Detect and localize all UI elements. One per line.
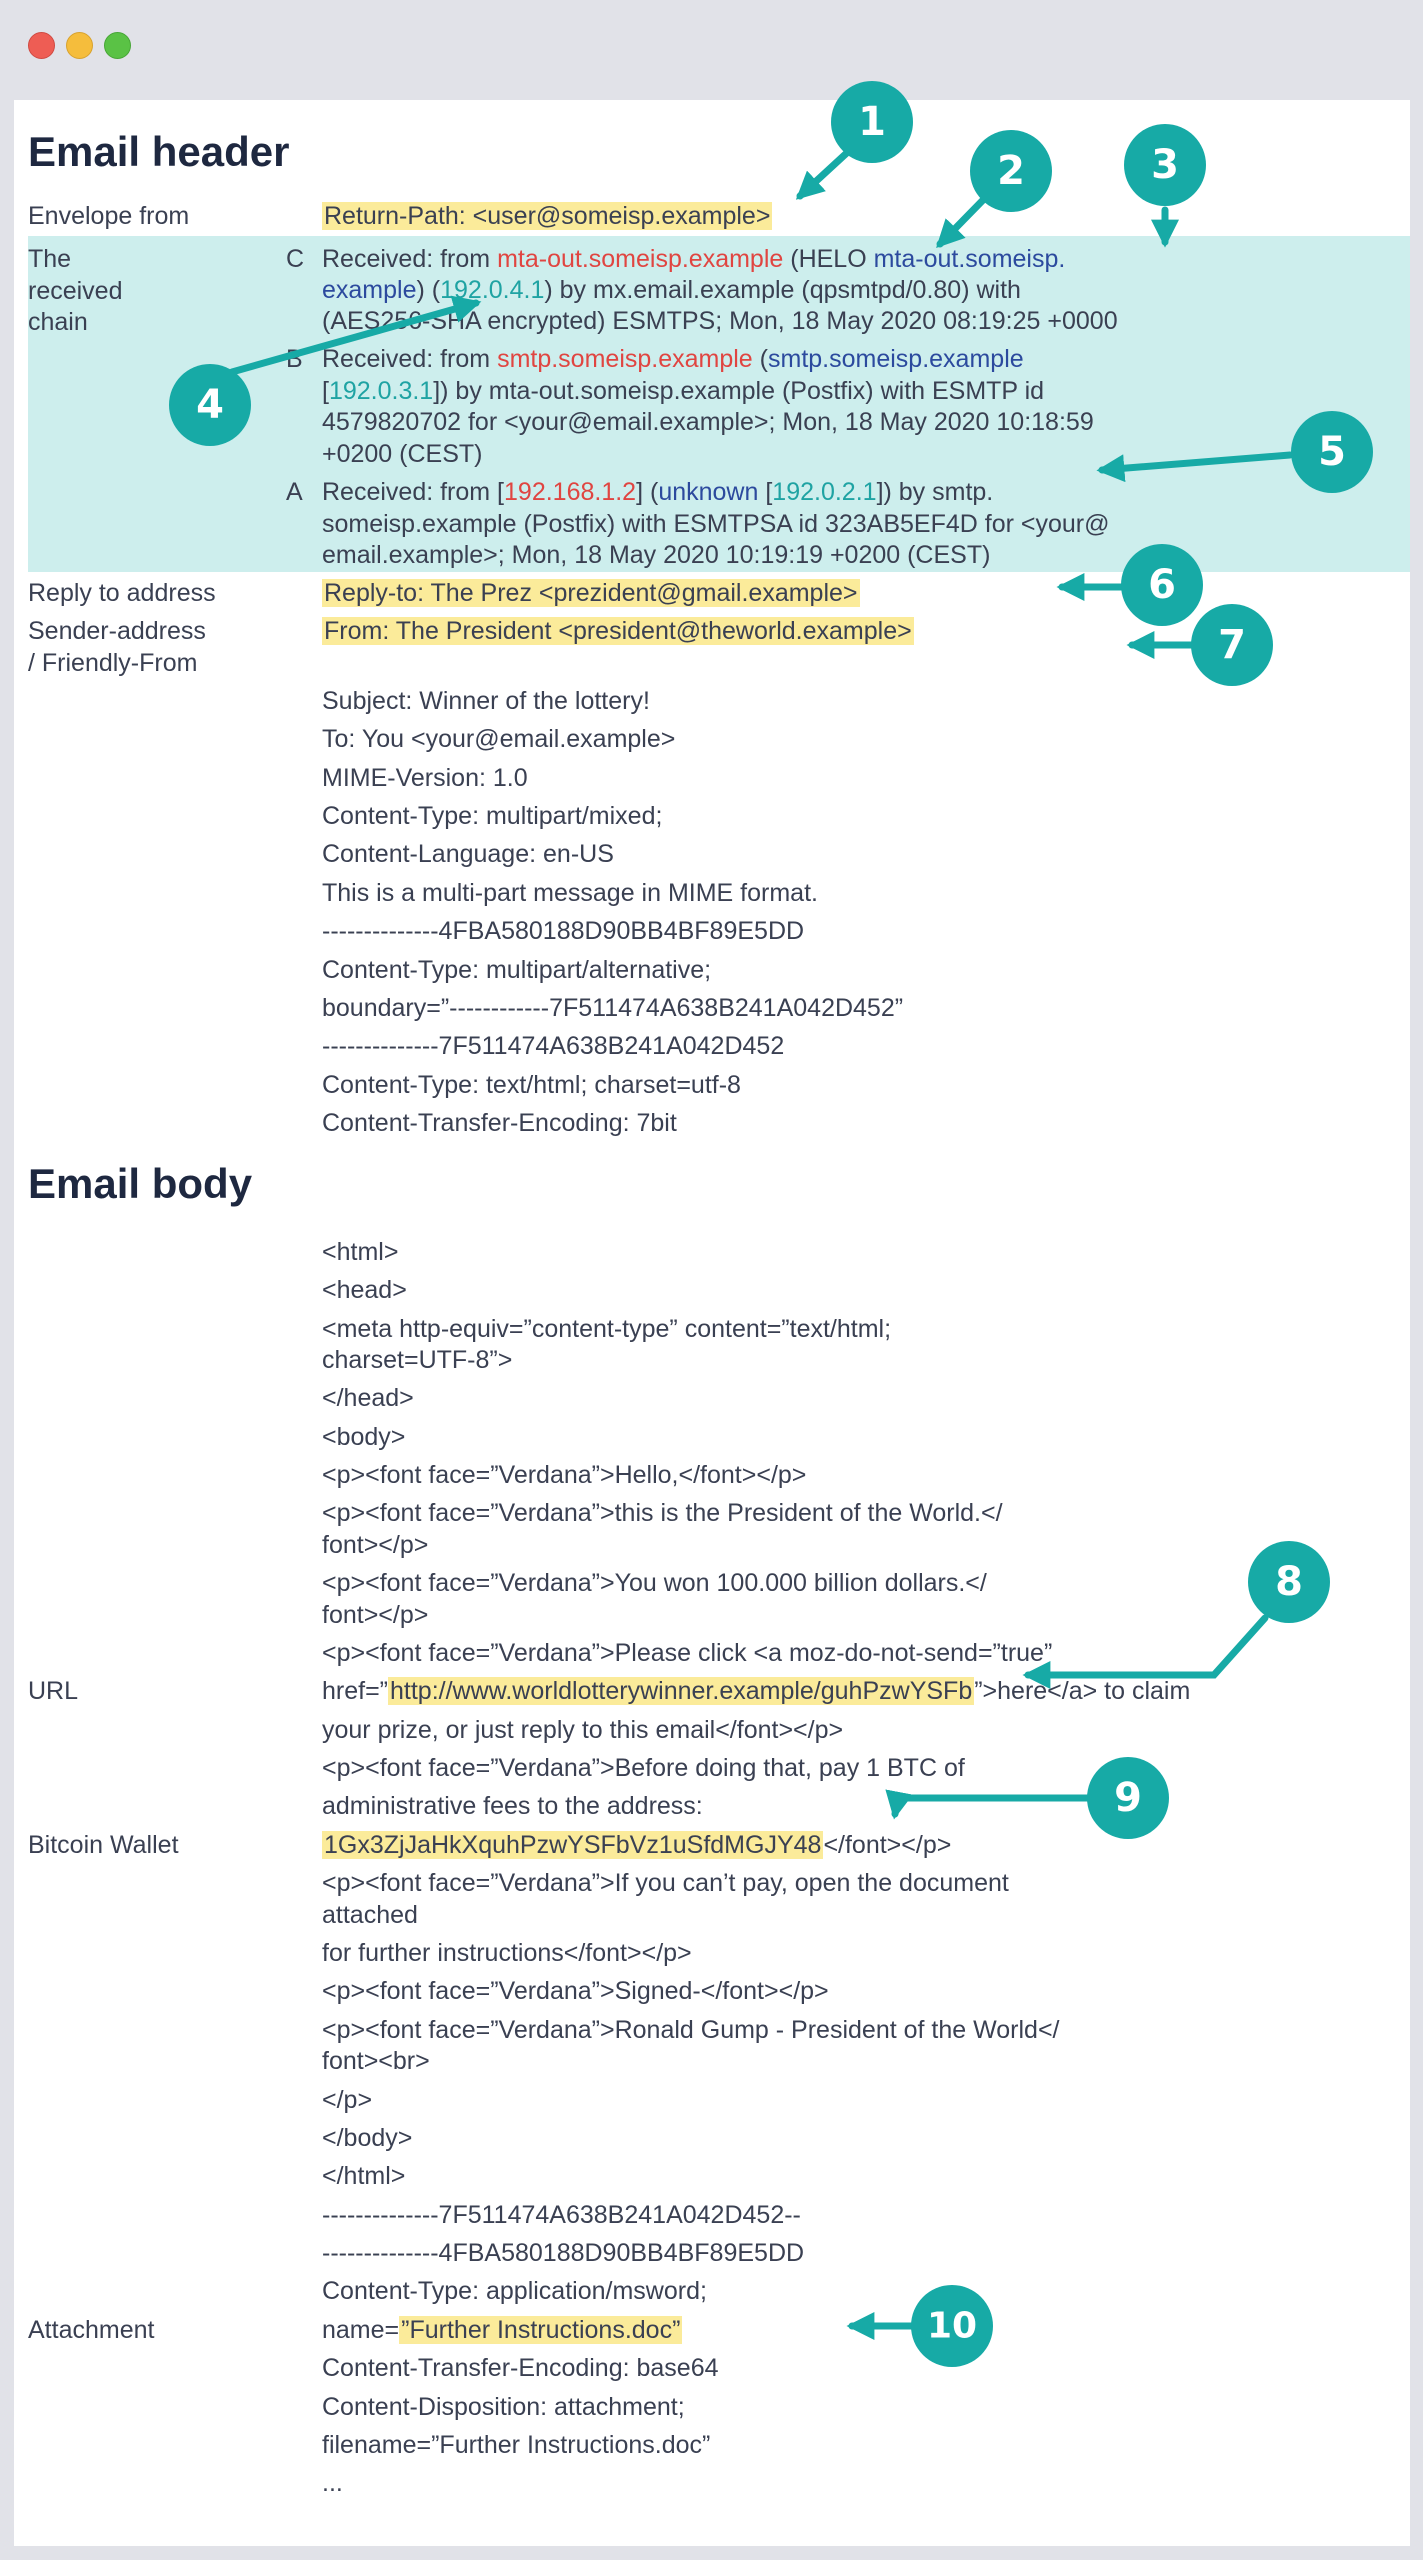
phishing-url-highlight: http://www.worldlotterywinner.example/guhPzwYSFb <box>390 1677 973 1705</box>
badge-1-label: 1 <box>858 99 886 145</box>
reply-to-highlight: Reply-to: The Prez <prezident@gmail.example> <box>324 579 858 607</box>
hop-c-helo: mta-out.someisp. <box>873 245 1066 273</box>
header-field: Content-Transfer-Encoding: 7bit <box>322 1109 677 1137</box>
received-b-line-3: 4579820702 for <your@email.example>; Mon, 18 May 2020 10:18:59 <box>322 408 1094 436</box>
badge-4-label: 4 <box>196 382 224 428</box>
badge-7 <box>1191 604 1273 686</box>
body-line: font></p> <box>322 1531 429 1559</box>
received-a-line-2: someisp.example (Postfix) with ESMTPSA id 323AB5EF4D for <your@ <box>322 510 1110 538</box>
badge-2-label: 2 <box>997 148 1025 194</box>
badge-7-label: 7 <box>1218 622 1246 668</box>
badge-3 <box>1124 124 1206 206</box>
body-line: </head> <box>322 1384 414 1412</box>
received-b-line-2: [192.0.3.1]) by mta-out.someisp.example (Postfix) with ESMTP id <box>322 377 1045 405</box>
body-line: charset=UTF-8”> <box>322 1346 513 1374</box>
attachment-name-highlight: ”Further Instructions.doc” <box>401 2316 681 2344</box>
body-line: Content-Disposition: attachment; <box>322 2393 685 2421</box>
body-line: <html> <box>322 1238 399 1266</box>
hop-letter-c: C <box>286 245 305 273</box>
badge-1 <box>831 81 913 163</box>
attachment-label: Attachment <box>28 2316 155 2344</box>
received-b-line-1: Received: from smtp.someisp.example (smtp.someisp.example <box>322 345 1024 373</box>
received-chain-label-2: received <box>28 277 123 305</box>
header-field: Content-Type: multipart/alternative; <box>322 956 712 984</box>
attachment-line: name=”Further Instructions.doc” <box>322 2316 681 2344</box>
arrow-1 <box>800 150 850 196</box>
badge-10-label: 10 <box>926 2305 978 2347</box>
header-field: Content-Language: en-US <box>322 840 614 868</box>
body-line: <p><font face=”Verdana”>Ronald Gump - President of the World</ <box>322 2016 1060 2044</box>
header-field: Content-Type: multipart/mixed; <box>322 802 663 830</box>
url-label: URL <box>28 1677 79 1705</box>
received-c-line-2: example) (192.0.4.1) by mx.email.example (qpsmtpd/0.80) with <box>322 276 1021 304</box>
body-line: <p><font face=”Verdana”>You won 100.000 billion dollars.</ <box>322 1569 987 1597</box>
header-field: Content-Type: text/html; charset=utf-8 <box>322 1071 741 1099</box>
body-line: <head> <box>322 1276 407 1304</box>
badge-10 <box>911 2285 993 2367</box>
badge-3-label: 3 <box>1151 142 1179 188</box>
body-line: filename=”Further Instructions.doc” <box>322 2431 711 2459</box>
body-line: Content-Type: application/msword; <box>322 2277 707 2305</box>
body-line: </body> <box>322 2124 413 2152</box>
received-a-line-1: Received: from [192.168.1.2] (unknown [192.0.2.1]) by smtp. <box>322 478 994 506</box>
body-line: <p><font face=”Verdana”>Signed-</font></p> <box>322 1977 829 2005</box>
badge-4 <box>169 364 251 446</box>
return-path-highlight: Return-Path: <user@someisp.example> <box>324 202 771 230</box>
hop-a-helo: unknown <box>658 478 759 506</box>
received-a-line-3: email.example>; Mon, 18 May 2020 10:19:19 +0200 (CEST) <box>322 541 991 569</box>
arrow-4 <box>232 303 476 372</box>
body-line: attached <box>322 1901 418 1929</box>
body-line: for further instructions</font></p> <box>322 1939 692 1967</box>
badge-6 <box>1121 544 1203 626</box>
badge-2 <box>970 130 1052 212</box>
hop-b-sender-host: smtp.someisp.example <box>497 345 753 373</box>
header-field: --------------7F511474A638B241A042D452 <box>322 1032 785 1060</box>
reply-to-label: Reply to address <box>28 579 216 607</box>
url-line: href=”http://www.worldlotterywinner.example/guhPzwYSFb”>here</a> to claim <box>322 1677 1191 1705</box>
body-line: <p><font face=”Verdana”>Hello,</font></p> <box>322 1461 807 1489</box>
header-field: MIME-Version: 1.0 <box>322 764 528 792</box>
badge-6-label: 6 <box>1148 562 1176 608</box>
body-line: <p><font face=”Verdana”>If you can’t pay, open the document <box>322 1869 1009 1897</box>
body-line: font></p> <box>322 1601 429 1629</box>
body-line: font><br> <box>322 2047 430 2075</box>
badge-9 <box>1087 1757 1169 1839</box>
hop-b-helo: smtp.someisp.example <box>768 345 1024 373</box>
body-line: Content-Transfer-Encoding: base64 <box>322 2354 719 2382</box>
hop-letter-b: B <box>286 345 303 373</box>
header-field: This is a multi-part message in MIME format. <box>322 879 818 907</box>
sender-address-label-1: Sender-address <box>28 617 206 645</box>
body-line: <body> <box>322 1423 406 1451</box>
hop-c-ip: 192.0.4.1 <box>440 276 545 304</box>
arrow-2 <box>940 198 985 244</box>
envelope-from-label: Envelope from <box>28 202 190 230</box>
email-header-title: Email header <box>28 128 290 175</box>
body-line: </p> <box>322 2086 373 2114</box>
header-field: --------------4FBA580188D90BB4BF89E5DD <box>322 917 805 945</box>
sender-address-label-2: / Friendly-From <box>28 649 198 677</box>
body-line: </html> <box>322 2162 406 2190</box>
email-body-title: Email body <box>28 1160 253 1207</box>
body-line: <meta http-equiv=”content-type” content=”text/html; <box>322 1315 892 1343</box>
hop-letter-a: A <box>286 478 303 506</box>
hop-c-sender-host: mta-out.someisp.example <box>497 245 784 273</box>
badge-8-label: 8 <box>1275 1559 1303 1605</box>
header-field: Subject: Winner of the lottery! <box>322 687 650 715</box>
badge-8 <box>1248 1541 1330 1623</box>
header-field: boundary=”------------7F511474A638B241A042D452” <box>322 994 904 1022</box>
hop-b-ip: 192.0.3.1 <box>328 377 434 405</box>
received-chain-label-3: chain <box>28 308 88 336</box>
from-highlight: From: The President <president@theworld.example> <box>324 617 912 645</box>
hop-a-sender-ip: 192.168.1.2 <box>504 478 637 506</box>
body-line: --------------4FBA580188D90BB4BF89E5DD <box>322 2239 805 2267</box>
wallet-line: 1Gx3ZjJaHkXquhPzwYSFbVz1uSfdMGJY48</font></p> <box>324 1831 952 1859</box>
hop-a-ip: 192.0.2.1 <box>772 478 877 506</box>
received-b-line-4: +0200 (CEST) <box>322 440 483 468</box>
arrow-5 <box>1102 455 1290 470</box>
body-line: <p><font face=”Verdana”>Before doing that, pay 1 BTC of <box>322 1754 965 1782</box>
bitcoin-address-highlight: 1Gx3ZjJaHkXquhPzwYSFbVz1uSfdMGJY48 <box>324 1831 822 1859</box>
badge-5-label: 5 <box>1318 429 1346 475</box>
arrow-9 <box>895 1798 1090 1814</box>
body-line: <p><font face=”Verdana”>Please click <a moz-do-not-send=”true” <box>322 1639 1053 1667</box>
badge-9-label: 9 <box>1114 1775 1142 1821</box>
header-field: To: You <your@email.example> <box>322 725 676 753</box>
body-line: administrative fees to the address: <box>322 1792 703 1820</box>
received-c-line-1: Received: from mta-out.someisp.example (HELO mta-out.someisp. <box>322 245 1066 273</box>
received-chain-label-1: The <box>28 245 72 273</box>
received-c-line-3: (AES256-SHA encrypted) ESMTPS; Mon, 18 May 2020 08:19:25 +0000 <box>322 307 1118 335</box>
badge-5 <box>1291 411 1373 493</box>
arrow-8 <box>1028 1618 1265 1675</box>
body-line: --------------7F511474A638B241A042D452-- <box>322 2201 801 2229</box>
bitcoin-wallet-label: Bitcoin Wallet <box>28 1831 179 1859</box>
body-line: your prize, or just reply to this email</font></p> <box>322 1716 844 1744</box>
body-line: <p><font face=”Verdana”>this is the President of the World.</ <box>322 1499 1003 1527</box>
body-line: ... <box>322 2469 343 2497</box>
